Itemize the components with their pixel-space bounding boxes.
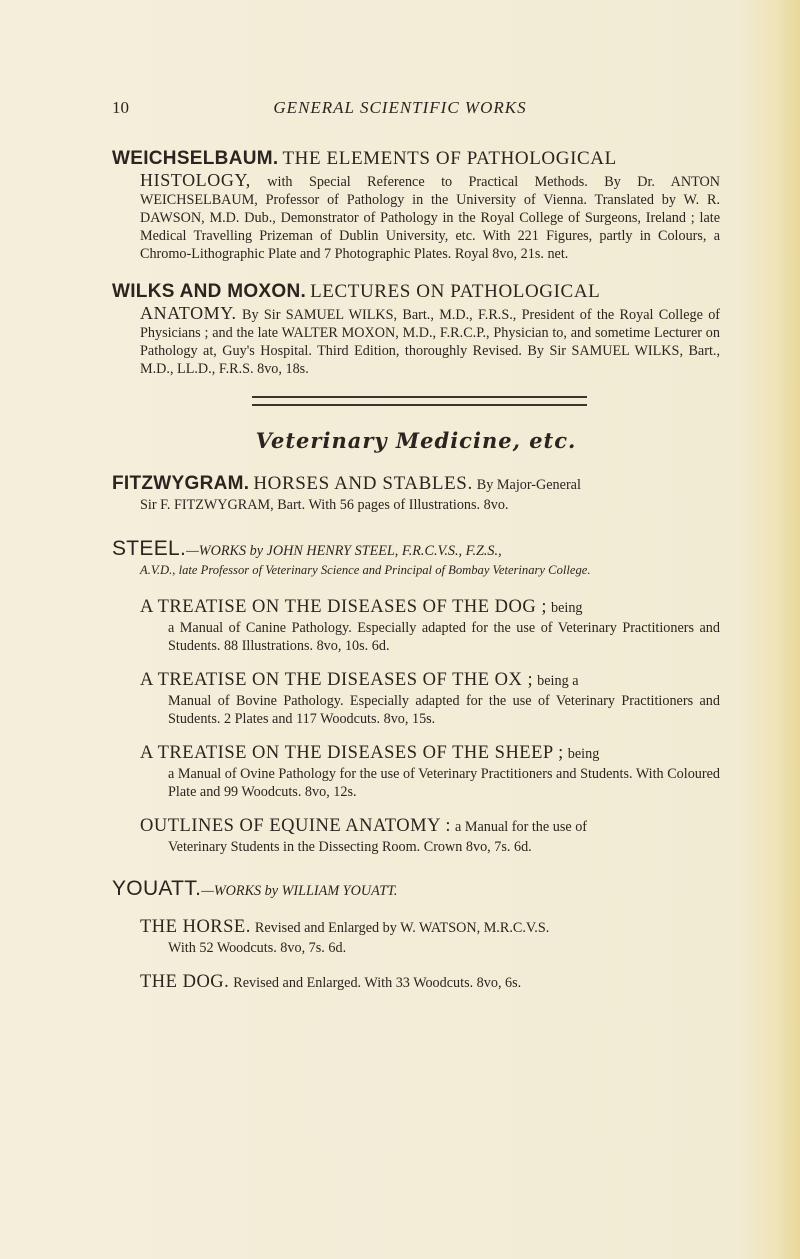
entry-subtitle: By Major-General: [476, 477, 581, 493]
book-title: THE DOG.: [140, 972, 230, 992]
entry-description: Sir F. FITZWYGRAM, Bart. With 56 pages of Illustrations. 8vo.: [140, 497, 509, 513]
work-youatt-dog: [140, 971, 720, 994]
entry-subtitle: Revised and Enlarged by W. WATSON, M.R.C.V.S.: [254, 920, 550, 936]
catalogue-content: [112, 148, 720, 1008]
entry-subtitle: By Sir SAMUEL WILKS, Bart., M.D., F.R.S., President: [241, 307, 575, 323]
work-steel-dog: [140, 596, 720, 655]
section-divider: [252, 396, 587, 406]
page-header: [0, 98, 800, 122]
book-title: A TREATISE ON THE DISEASES OF THE SHEEP ;: [140, 743, 564, 763]
entry-description: Veterinary Students in the Dissecting Room. Crown 8vo, 7s. 6d.: [168, 839, 532, 855]
entry-subtitle: with Special Reference to Practical Methods. By: [267, 174, 621, 190]
entry-subtitle: being: [551, 600, 583, 616]
work-steel-ox: [140, 669, 720, 728]
author-name: WEICHSELBAUM.: [112, 148, 279, 169]
work-steel-sheep: [140, 742, 720, 801]
running-title: GENERAL SCIENTIFIC WORKS: [273, 98, 527, 117]
author-credentials: A.V.D., late Professor of Veterinary Science and Principal of Bombay Veterinary College.: [140, 563, 591, 577]
entry-description: Dr. ANTON WEICHSELBAUM, Professor of Pathology in the University of Vienna. Translated by W. R. DAWSON, M.D. Dub., Demonstrator of Pathology in the Royal College of Surgeons, Ireland ; late Medical Travelling Prizeman of Dublin University, etc. With 221 Figures, partly in Colours, a Chromo-Lithographic Plate and 7 Photographic Plates. Royal 8vo, 21s. net.: [140, 174, 721, 262]
entry-youatt: [112, 878, 720, 902]
section-heading: Veterinary Medicine, etc.: [255, 428, 577, 453]
work-youatt-horse: [140, 916, 720, 957]
book-title: OUTLINES OF EQUINE ANATOMY :: [140, 816, 452, 836]
book-title: LECTURES ON PATHOLOGICAL: [310, 281, 601, 302]
author-name: WILKS AND MOXON.: [112, 281, 307, 302]
works-subhead: —WORKS by WILLIAM YOUATT.: [201, 883, 398, 899]
entry-description: Manual of Bovine Pathology. Especially adapted for the use of Veterinary Practitioners and Students. 2 Plates and 117 Woodcuts. 8vo, 15s.: [168, 693, 720, 727]
entry-wilks-moxon: [112, 281, 720, 378]
author-name: STEEL.: [112, 537, 187, 560]
page-number: 10: [112, 98, 129, 117]
author-name: FITZWYGRAM.: [112, 473, 250, 494]
book-title-cont: ANATOMY.: [140, 303, 237, 323]
entry-steel: [112, 538, 720, 578]
entry-description: With 52 Woodcuts. 8vo, 7s. 6d.: [168, 940, 347, 956]
book-title: A TREATISE ON THE DISEASES OF THE OX ;: [140, 670, 534, 690]
author-name: YOUATT.: [112, 877, 202, 900]
entry-weichselbaum: [112, 148, 720, 263]
entry-subtitle: being: [567, 746, 600, 762]
entry-fitzwygram: [112, 473, 720, 514]
entry-subtitle: being a: [537, 673, 579, 689]
work-steel-equine: [140, 815, 720, 856]
book-title: HORSES AND STABLES.: [253, 473, 473, 494]
book-title: THE HORSE.: [140, 917, 251, 937]
entry-description: of the Royal College of Physicians ; and the late WALTER MOXON, M.D., F.R.C.P., Physician to, and sometime Lecturer on Pathology at, Guy's Hospital. Third Edition, thoroughly Revised. By Sir SAMUEL WILKS, Bart., M.D., LL.D., F.R.S. 8vo, 18s.: [140, 307, 721, 377]
book-title: A TREATISE ON THE DISEASES OF THE DOG ;: [140, 597, 547, 617]
entry-description: a Manual of Ovine Pathology for the use of Veterinary Practitioners and Students. With Coloured Plate and 99 Woodcuts. 8vo, 12s.: [168, 766, 720, 800]
entry-subtitle: a Manual for the use of: [455, 819, 588, 835]
book-title-cont: HISTOLOGY,: [140, 170, 251, 190]
entry-subtitle: Revised and Enlarged. With 33 Woodcuts. 8vo, 6s.: [233, 975, 522, 991]
book-title: THE ELEMENTS OF PATHOLOGICAL: [282, 148, 617, 169]
works-subhead: —WORKS by JOHN HENRY STEEL, F.R.C.V.S., F.Z.S.,: [186, 543, 502, 559]
entry-description: a Manual of Canine Pathology. Especially adapted for the use of Veterinary Practitioners and Students. 88 Illustrations. 8vo, 10s. 6d.: [168, 620, 720, 654]
